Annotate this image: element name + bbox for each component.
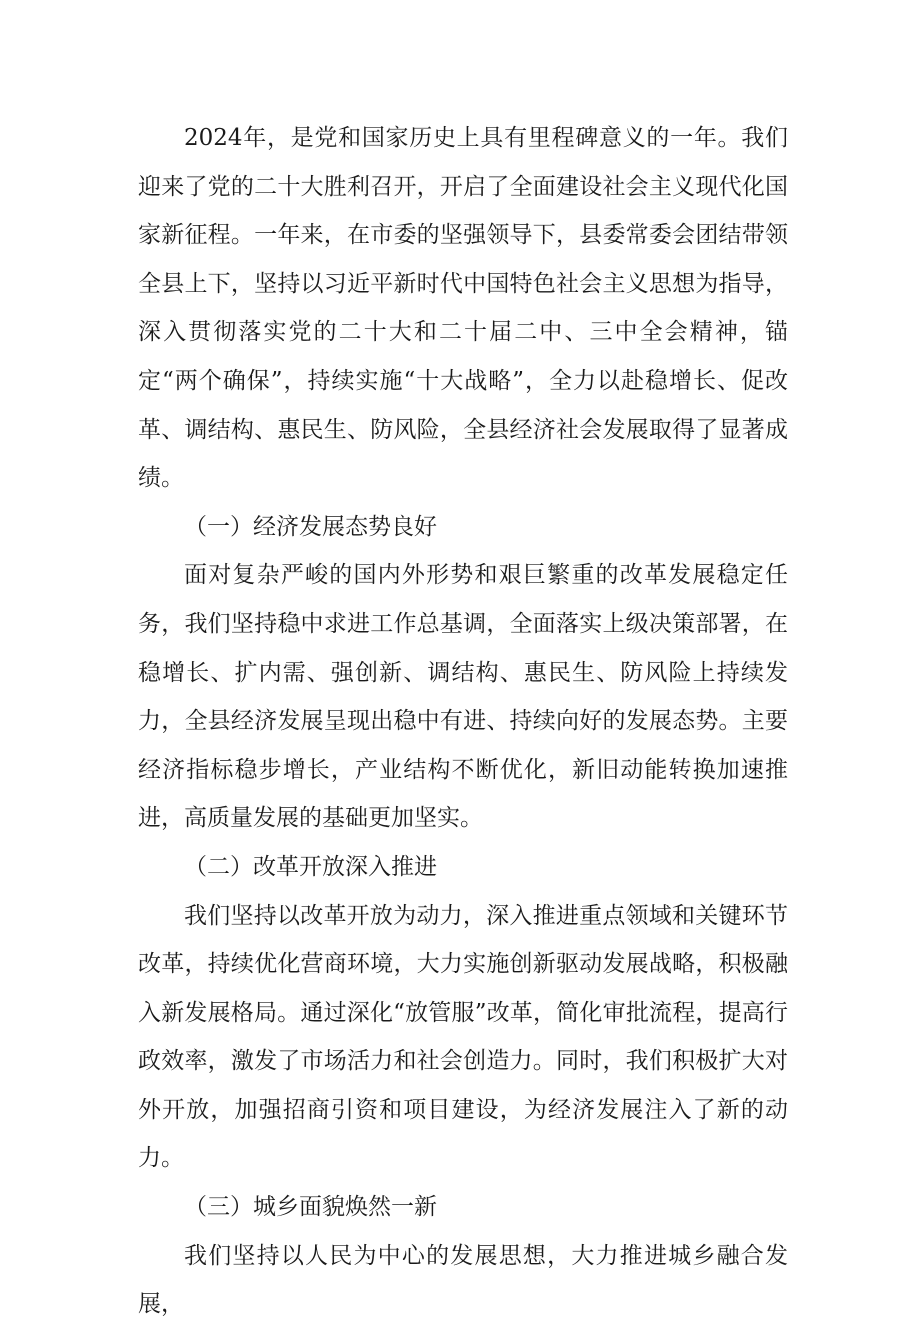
urban-rural-paragraph: 我们坚持以人民为中心的发展思想，大力推进城乡融合发展，: [138, 1242, 788, 1318]
reform-paragraph: 我们坚持以改革开放为动力，深入推进重点领域和关键环节改革，持续优化营商环境，大力实施创新驱动发展战略，积极融入新发展格局。通过深化“放管服”改革，简化审批流程，提高行政效率，激发了市场活力和社会创造力。同时，我们积极扩大对外开放，加强招商引资和项目建设，为经济发展注入了新的动力。: [138, 902, 788, 1172]
document-body: [138, 114, 788, 1329]
economy-paragraph: 面对复杂严峻的国内外形势和艰巨繁重的改革发展稳定任务，我们坚持稳中求进工作总基调，全面落实上级决策部署，在稳增长、扩内需、强创新、调结构、惠民生、防风险上持续发力，全县经济发展呈现出稳中有进、持续向好的发展态势。主要经济指标稳步增长，产业结构不断优化，新旧动能转换加速推进，高质量发展的基础更加坚实。: [138, 562, 788, 832]
section-heading-reform: （二）改革开放深入推进: [184, 853, 437, 880]
section-heading-economy: （一）经济发展态势良好: [184, 513, 437, 540]
section-heading-urban-rural: （三）城乡面貌焕然一新: [184, 1194, 437, 1221]
intro-paragraph: 2024年，是党和国家历史上具有里程碑意义的一年。我们迎来了党的二十大胜利召开，开启了全面建设社会主义现代化国家新征程。一年来，在市委的坚强领导下，县委常委会团结带领全县上下，坚持以习近平新时代中国特色社会主义思想为指导，深入贯彻落实党的二十大和二十届二中、三中全会精神，锚定“两个确保”，持续实施“十大战略”，全力以赴稳增长、促改革、调结构、惠民生、防风险，全县经济社会发展取得了显著成绩。: [138, 125, 788, 492]
